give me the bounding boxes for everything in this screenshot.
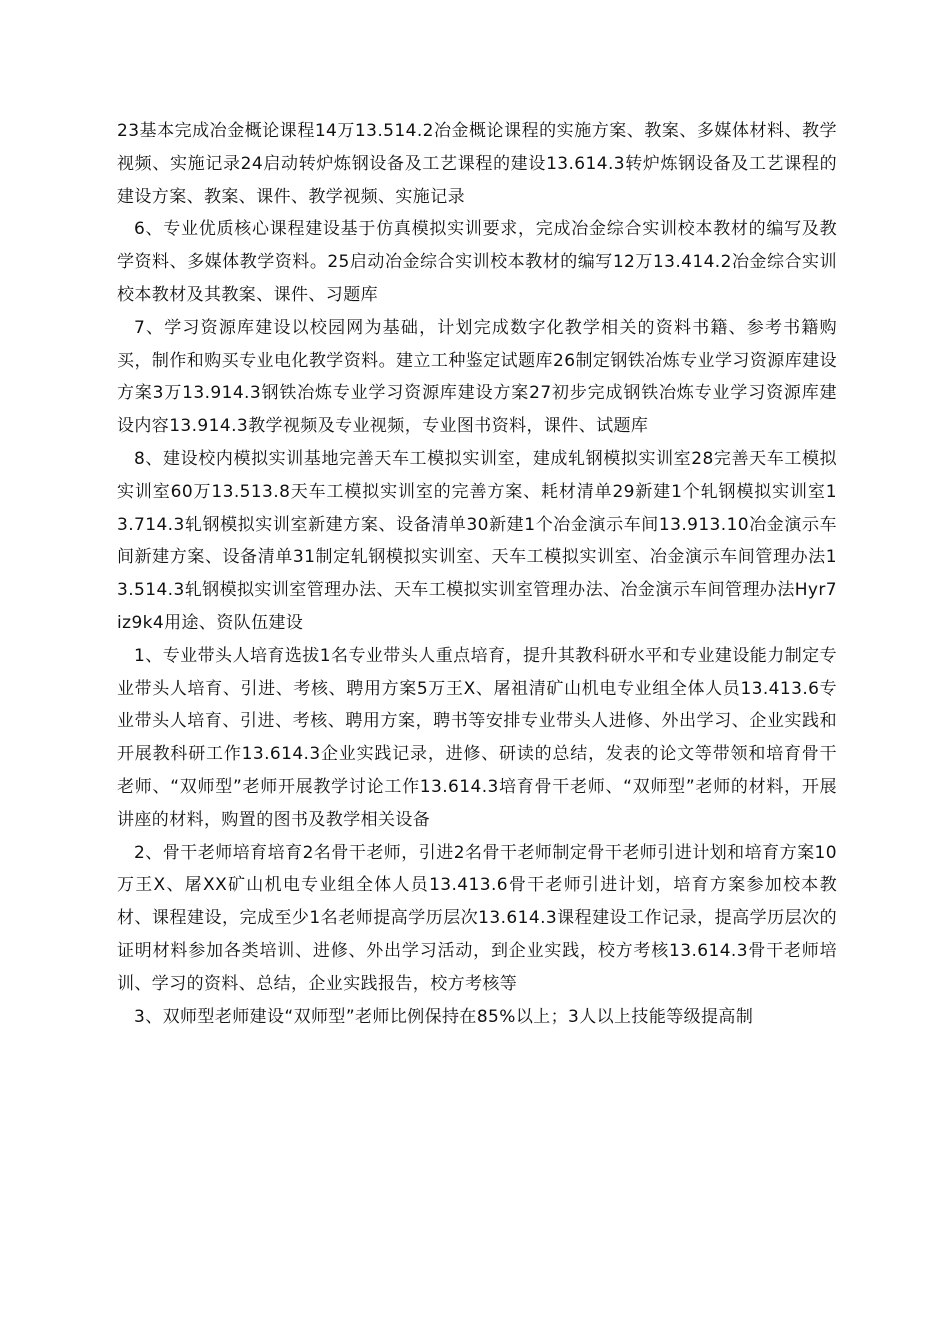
paragraph: 3、双师型老师建设“双师型”老师比例保持在85%以上；3人以上技能等级提高制 [134,1006,754,1027]
paragraph: 2、骨干老师培育培育2名骨干老师，引进2名骨干老师制定骨干老师引进计划和培育方案10万王X、屠XX矿山机电专业组全体人员13.413.6骨干老师引进计划，培育方案参加校本教材、课程建设，完成至少1名老师提高学历层次13.614.3课程建设工作记录，提高学历层次的证明材料参加各类培训、进修、外出学习活动，到企业实践，校方考核13.614.3骨干老师培训、学习的资料、总结，企业实践报告，校方考核等 [117,842,837,994]
paragraph: 8、建设校内模拟实训基地完善天车工模拟实训室，建成轧钢模拟实训室28完善天车工模拟实训室60万13.513.8天车工模拟实训室的完善方案、耗材清单29新建1个轧钢模拟实训室13.714.3轧钢模拟实训室新建方案、设备清单30新建1个冶金演示车间13.913.10冶金演示车间新建方案、设备清单31制定轧钢模拟实训室、天车工模拟实训室、冶金演示车间管理办法13.514.3轧钢模拟实训室管理办法、天车工模拟实训室管理办法、冶金演示车间管理办法Hyr7iz9k4用途、资队伍建设 [117,448,837,633]
paragraph: 7、学习资源库建设以校园网为基础，计划完成数字化教学相关的资料书籍、参考书籍购买，制作和购买专业电化教学资料。建立工种鉴定试题库26制定钢铁冶炼专业学习资源库建设方案3万13.914.3钢铁冶炼专业学习资源库建设方案27初步完成钢铁冶炼专业学习资源库建设内容13.914.3教学视频及专业视频，专业图书资料，课件、试题库 [117,317,837,437]
paragraph: 6、专业优质核心课程建设基于仿真模拟实训要求，完成冶金综合实训校本教材的编写及教学资料、多媒体教学资料。25启动冶金综合实训校本教材的编写12万13.414.2冶金综合实训校本教材及其教案、课件、习题库 [117,219,837,305]
document-body [117,115,837,1033]
paragraph: 23基本完成冶金概论课程14万13.514.2冶金概论课程的实施方案、教案、多媒体材料、教学视频、实施记录24启动转炉炼钢设备及工艺课程的建设13.614.3转炉炼钢设备及工艺课程的建设方案、教案、课件、教学视频、实施记录 [117,121,837,207]
paragraph: 1、专业带头人培育选拔1名专业带头人重点培育，提升其教科研水平和专业建设能力制定专业带头人培育、引进、考核、聘用方案5万王X、屠祖清矿山机电专业组全体人员13.413.6专业带头人培育、引进、考核、聘用方案，聘书等安排专业带头人进修、外出学习、企业实践和开展教科研工作13.614.3企业实践记录，进修、研读的总结，发表的论文等带领和培育骨干老师、“双师型”老师开展教学讨论工作13.614.3培育骨干老师、“双师型”老师的材料，开展讲座的材料，购置的图书及教学相关设备 [117,645,837,830]
